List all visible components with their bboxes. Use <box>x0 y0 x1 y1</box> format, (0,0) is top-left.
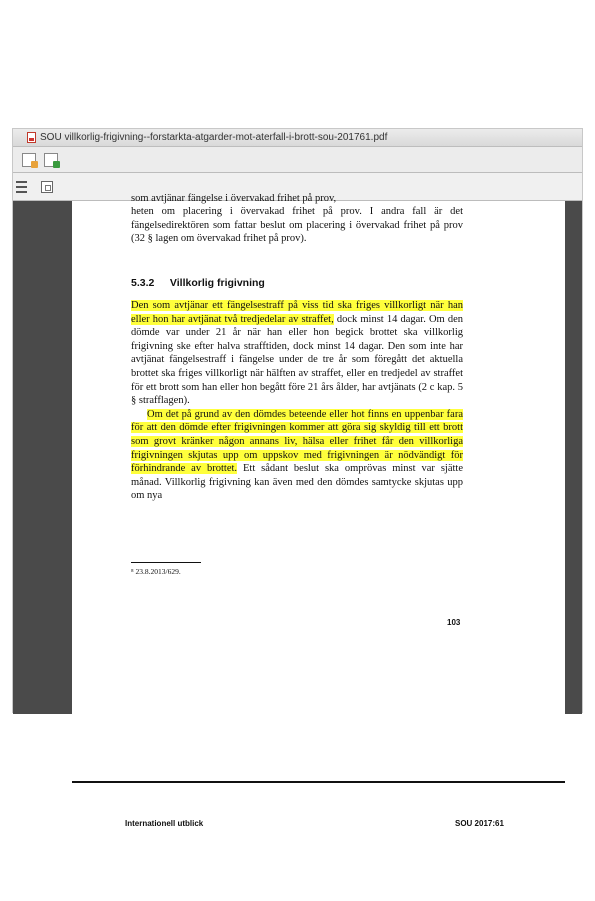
document-export-icon[interactable] <box>44 153 58 167</box>
paragraph-1 <box>131 299 463 408</box>
running-header-left: Internationell utblick <box>125 819 204 828</box>
main-toolbar <box>13 147 582 173</box>
footnote-divider <box>131 562 201 563</box>
highlighted-text[interactable]: Om det på grund av den dömdes beteende eller hot finns en uppenbar fara för att den dömde efter frigivningen kommer att göra sig skyldig till ett brott som grovt kränker någon annans liv, hälsa eller frihet får den villkorliga frigivningen skjutas upp om uppskov med frigivningen är nödvändigt för förhindrande av brottet. <box>131 408 463 475</box>
highlighted-text[interactable]: Den som avtjänar ett fängelsestraff på viss tid ska friges villkorligt när han eller hon har avtjänat två tredjedelar av straffet, <box>131 300 463 325</box>
document-import-icon[interactable] <box>22 153 36 167</box>
partial-line: som avtjänar fängelse i övervakad frihet på prov, <box>131 193 337 204</box>
pdf-page <box>72 781 565 901</box>
footnote: ⁸ 23.8.2013/629. <box>131 567 181 576</box>
paragraph-2 <box>131 408 463 503</box>
page-top-rule <box>72 781 565 783</box>
window-titlebar[interactable] <box>13 129 582 147</box>
paragraph-text: Ett sådant beslut ska omprövas minst var sjätte månad. Villkorlig frigivning kan även med den dömdes samtycke skjutas upp om nya <box>131 463 463 502</box>
intro-paragraph <box>131 205 463 246</box>
fit-page-icon[interactable] <box>41 181 53 193</box>
window-title: SOU villkorlig-frigivning--forstarkta-atgarder-mot-aterfall-i-brott-sou-201761.pdf <box>40 132 388 143</box>
intro-text: heten om placering i övervakad frihet på prov. I andra fall är det fängelsedirektören som fattar beslut om placering i övervakad frihet på prov (32 § lagen om övervakad frihet på prov). <box>131 206 463 245</box>
section-body <box>131 299 463 503</box>
pdf-file-icon <box>27 132 36 143</box>
pdf-viewer-window <box>12 128 583 828</box>
page-number: 103 <box>447 618 461 627</box>
running-header-right: SOU 2017:61 <box>455 819 504 828</box>
paragraph-text: dock minst 14 dagar. Om den dömde var under 21 år när han eller hon begick brottet ska villkorlig frigivning ske efter halva strafftiden, dock minst 14 dagar. Den som inte har avtjänat fängelsestraff i fängelse under de tre år som föregått det aktuella brottet ska friges villkorligt när hälften av straffet, eller en tredjedel av straffet för ett brott som han eller hon begått före 21 års ålder, har avtjänats (2 c kap. 5 § strafflagen). <box>131 313 463 407</box>
document-scroll-area[interactable] <box>13 193 582 828</box>
pdf-page <box>72 193 565 777</box>
section-number: 5.3.2 <box>131 277 155 289</box>
section-title: Villkorlig frigivning <box>169 277 265 289</box>
sidebar-toggle-icon[interactable] <box>16 181 27 193</box>
section-heading <box>131 277 265 289</box>
